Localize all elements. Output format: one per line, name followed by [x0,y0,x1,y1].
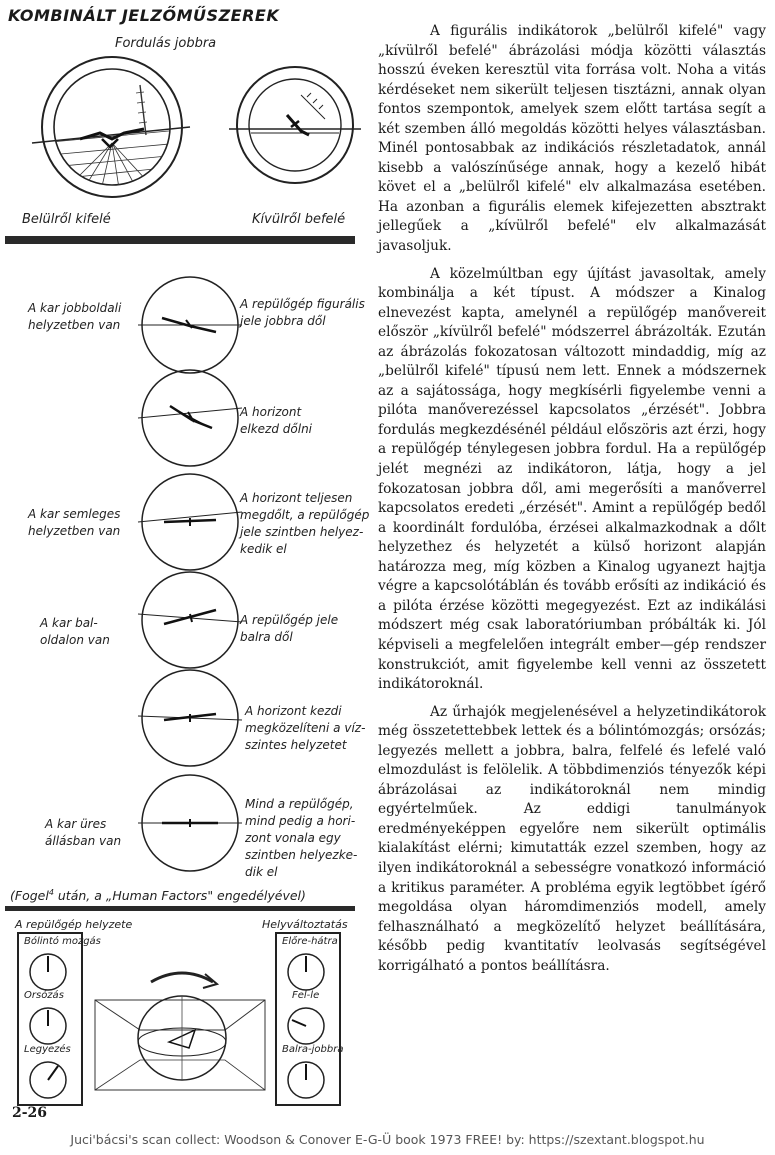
body-text [378,22,766,976]
row2-right: A horizont elkezd dőlni [240,405,313,436]
row3-right: A horizont teljesen megdőlt, a repülőgép jele szintben helyez- kedik el [240,491,370,556]
row5-right: A horizont kezdi megközelíteni a víz- szintes helyzetet [245,704,366,752]
row4-right: A repülőgép jele balra dől [240,613,339,644]
gauge-label-yaw: Legyezés [24,1044,71,1055]
row4-left: A kar bal- oldalon van [40,616,110,647]
paragraph-2: A közelmúltban egy újítást javasoltak, amely kombinálja a két típust. A módszer a Kinalog elnevezést kapta, amelynél a repülőgép manővereit először „kívülről befelé" módszerrel ábrázolták. Ezután az ábrázolás fokozatosan változott mindaddig, míg az „belülről kifelé" típusú nem lett. Ennek a módszernek az a sajátossága, hogy megkísérli figyelembe venni a pilóta manőverezéssel kapcsolatos „érzését". Jobbra fordulás megkezdésénél például előszöris azt érzi, hogy a repülőgép ténylegesen jobbra fordul. Ha a repülőgép jelét megnézi az indikátoron, látja, hogy a jel fokozatosan jobbra dől, ami megerősíti a manőverrel kapcsolatos eredeti „érzését". Amint a repülőgép bedől a koordinált fordulóba, érzései alkalmazkodnak a dőlt helyzethez és helyzetét a külső horizont alapján határozza meg, míg közben a Kinalog ugyanezt hajtja végre a kapcsolótáblán és tovább erősíti az indikáció és a pilóta érzése közötti megegyezést. Ezt az indikálási módszert még csak laboratóriumban próbálták ki. Jól képviseli a megfelelően integrált ember—gép rendszer konstrukciót, amit figyelembe kell venni az összetett indikátoroknál. [378,265,766,693]
gauge-label-pitch: Bólintó mozgás [24,936,101,947]
gauge-label-roll: Orsózás [24,990,64,1001]
scan-footer: Juci'bácsi's scan collect: Woodson & Conover E-G-Ü book 1973 FREE! by: https://szextant.blogspot.hu [70,1132,705,1147]
row6-left: A kar üres állásban van [45,817,122,848]
figure-subtitle: Fordulás jobbra [115,36,217,51]
paragraph-1: A figurális indikátorok „belülről kifelé" vagy „kívülről befelé" ábrázolási módja közötti választás hosszú éveken keresztül vita forrása volt. Noha a vitás kérdéseket nem sikerült teljesen tisztázni, annak olyan fontos szempontok, amelyek szem előtt tartása segít a két szemben álló megoldás közötti helyes választásban. Minél pontosabbak az indikációs részletadatok, annál kisebb a valószínűsége annak, hogy a kezelő hibát követ el a „belülről kifelé" elv alkalmazása esetében. Ha azonban a figurális elemek kifejezetten absztrakt jellegűek a „kívülről befelé" elv alkalmazását javasoljuk. [378,23,766,255]
sequence-indicators [130,270,250,890]
row1-right: A repülőgép figurális jele jobbra dől [240,297,365,328]
figure-title: KOMBINÁLT JELZŐMŰSZEREK [8,6,280,25]
aircraft-attitude-title: A repülőgép helyzete [15,918,133,931]
row1-left: A kar jobboldali helyzetben van [28,301,122,332]
row3-left: A kar semleges helyzetben van [28,507,121,538]
paragraph-3: Az űrhajók megjelenésével a helyzetindikátorok még összetettebbek lettek és a bólintómozgás; orsózás; legyezés mellett a jobbra, balra, felfelé és lefelé való elmozdulást is felölelik. A többdimenziós tényezők képi ábrázolásai az indikátoroknál nem mindig egyértelműek. Az eddigi tanulmányok eredményeképpen egyelőre nem sikerült optimális kialakítást elérni; kimutatták ezzel szemben, hogy az ilyen indikátoroknál a sebességre vonatkozó információ a kritikus paraméter. A probléma egyik legtöbbet ígérő megoldása olyan háromdimenziós modell, amely felhasználható a megközelítő helyzet beállítására, később pedig kvantitatív leolvasás segítségével korrigálható a pontos beállításra. [378,703,766,974]
inside-out-indicator [40,55,190,205]
figure-credit: (Fogel$^4$ után, a „Human Factors" engedélyével) [10,888,306,904]
page-number: 2-26 [12,1105,48,1121]
row6-right: Mind a repülőgép, mind pedig a hori- zont vonala egy szintben helyezke- dik el [245,797,358,879]
inside-out-label: Belülről kifelé [22,212,111,227]
displacement-title: Helyváltoztatás [262,918,348,931]
outside-in-label: Kívülről befelé [252,212,346,227]
3d-attitude-model [85,960,275,1100]
gauge-label-fore-aft: Előre-hátra [282,936,338,947]
gauge-label-left-right: Balra-jobbra [282,1044,344,1055]
outside-in-indicator [235,65,365,195]
gauge-label-up-down: Fel-le [292,990,320,1001]
bottom-divider [5,906,355,911]
section-divider [5,236,355,244]
